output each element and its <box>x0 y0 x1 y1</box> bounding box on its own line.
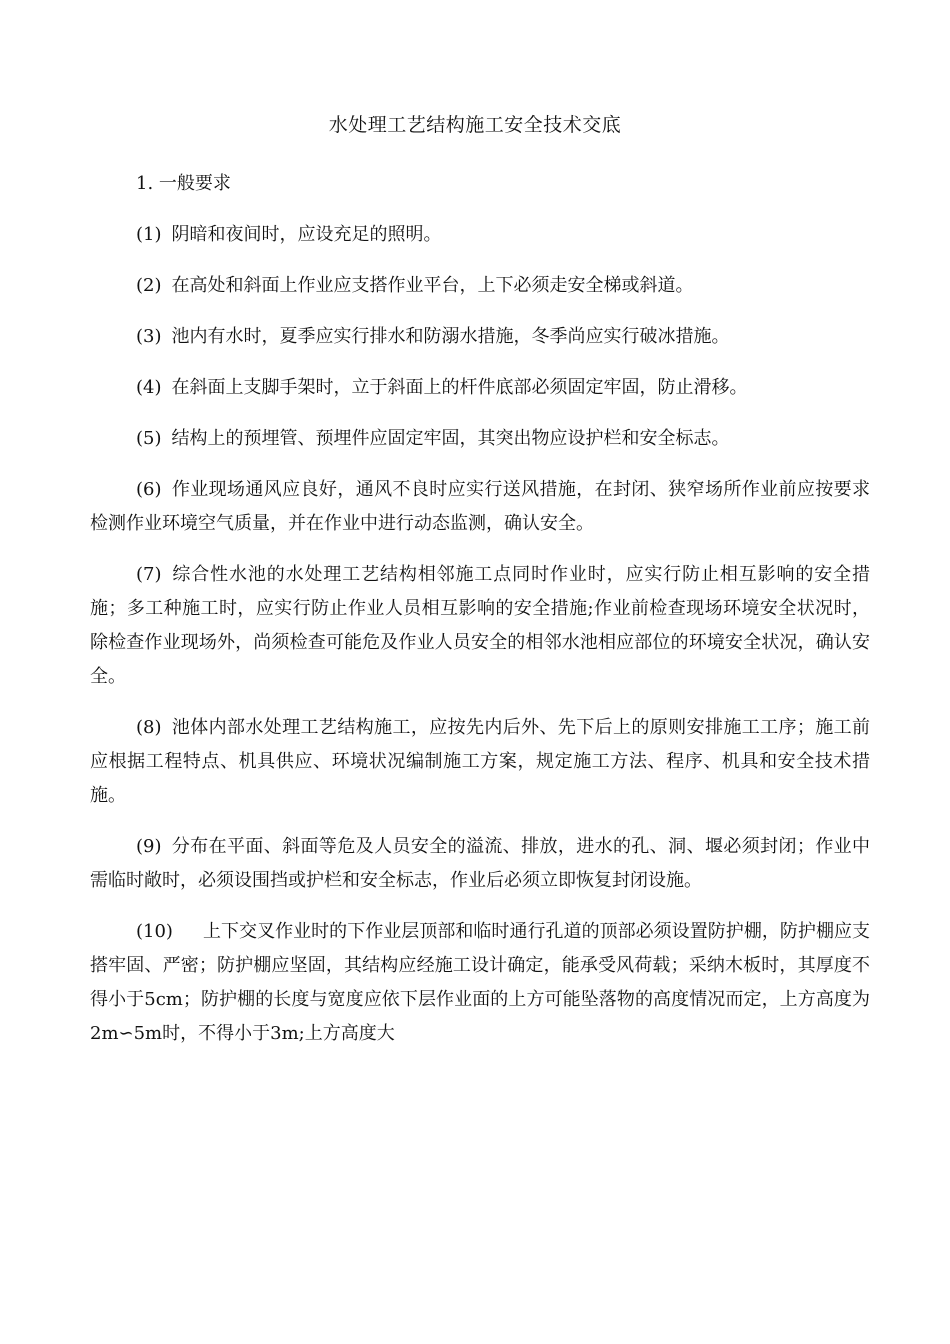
item-number: (10) <box>136 921 173 942</box>
item-text: 结构上的预埋管、预埋件应固定牢固，其突出物应设护栏和安全标志。 <box>171 428 730 449</box>
item-text: 池内有水时，夏季应实行排水和防溺水措施，冬季尚应实行破冰措施。 <box>171 326 730 347</box>
item-number: (4) <box>136 377 162 398</box>
document-body <box>90 167 870 1068</box>
paragraph-item-5 <box>90 422 870 456</box>
item-text: 阴暗和夜间时，应设充足的照明。 <box>171 224 442 245</box>
item-number: (2) <box>136 275 162 296</box>
item-number: (6) <box>136 479 162 500</box>
item-text: 在高处和斜面上作业应支搭作业平台，上下必须走安全梯或斜道。 <box>171 275 694 296</box>
item-text: 作业现场通风应良好，通风不良时应实行送风措施，在封闭、狭窄场所作业前应按要求检测作业环境空气质量，并在作业中进行动态监测，确认安全。 <box>90 479 870 534</box>
paragraph-item-3 <box>90 320 870 354</box>
paragraph-item-7 <box>90 558 870 694</box>
paragraph-item-2 <box>90 269 870 303</box>
document-title: 水处理工艺结构施工安全技术交底 <box>328 114 622 136</box>
paragraph-item-6 <box>90 473 870 541</box>
item-number: (9) <box>136 836 162 857</box>
paragraph-item-4 <box>90 371 870 405</box>
item-number: (3) <box>136 326 162 347</box>
item-number: (5) <box>136 428 162 449</box>
section-heading: 1. 一般要求 <box>136 173 231 194</box>
item-text: 分布在平面、斜面等危及人员安全的溢流、排放，进水的孔、洞、堰必须封闭；作业中需临时敞时，必须设围挡或护栏和安全标志，作业后必须立即恢复封闭设施。 <box>90 836 870 891</box>
paragraph-item-8 <box>90 711 870 813</box>
paragraph-item-9 <box>90 830 870 898</box>
item-number: (1) <box>136 224 162 245</box>
paragraph-item-1 <box>90 218 870 252</box>
item-text: 池体内部水处理工艺结构施工，应按先内后外、先下后上的原则安排施工工序；施工前应根据工程特点、机具供应、环境状况编制施工方案，规定施工方法、程序、机具和安全技术措施。 <box>90 717 870 806</box>
item-text: 综合性水池的水处理工艺结构相邻施工点同时作业时，应实行防止相互影响的安全措施；多工种施工时，应实行防止作业人员相互影响的安全措施;作业前检查现场环境安全状况时，除检查作业现场外，尚须检查可能危及作业人员安全的相邻水池相应部位的环境安全状况，确认安全。 <box>90 564 870 687</box>
item-number: (8) <box>136 717 162 738</box>
item-text: 上下交叉作业时的下作业层顶部和临时通行孔道的顶部必须设置防护棚，防护棚应支搭牢固、严密；防护棚应坚固，其结构应经施工设计确定，能承受风荷载；采纳木板时，其厚度不得小于5cm；防护棚的长度与宽度应依下层作业面的上方可能坠落物的高度情况而定，上方高度为2m∽5m时，不得小于3m;上方高度大 <box>90 921 870 1044</box>
paragraph-item-10 <box>90 915 870 1051</box>
item-text: 在斜面上支脚手架时，立于斜面上的杆件底部必须固定牢固，防止滑移。 <box>171 377 748 398</box>
item-number: (7) <box>136 564 162 585</box>
